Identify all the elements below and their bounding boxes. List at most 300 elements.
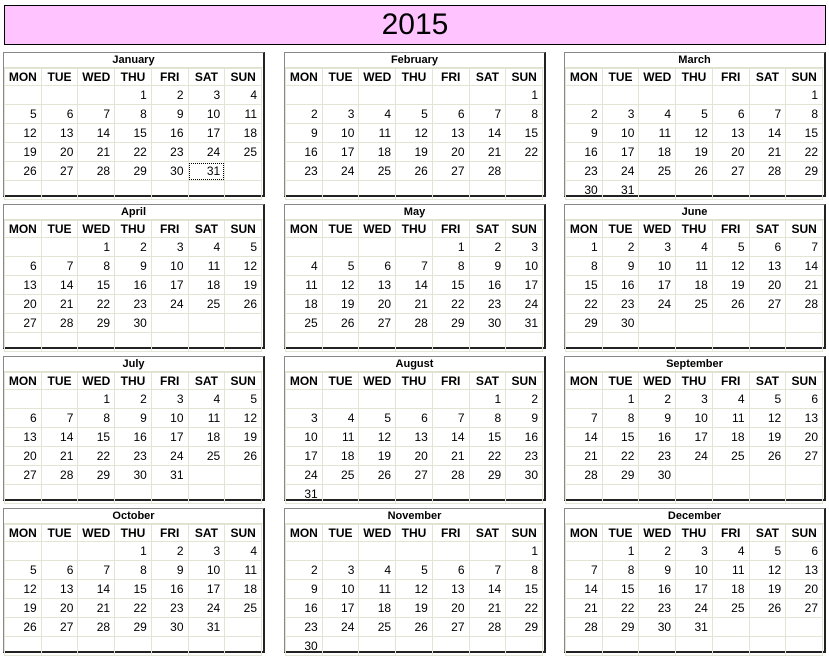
day-cell: 13: [749, 257, 786, 276]
weekday-header: SAT: [188, 373, 225, 390]
day-cell: [469, 333, 506, 352]
day-cell: 2: [639, 542, 676, 561]
day-cell: 10: [676, 409, 713, 428]
weekday-header: TUE: [41, 525, 78, 542]
week-row: [286, 409, 543, 428]
day-cell: [41, 485, 78, 504]
day-cell: 28: [396, 314, 433, 333]
weekday-header: FRI: [151, 221, 188, 238]
day-cell: 18: [359, 599, 396, 618]
day-cell: 12: [712, 257, 749, 276]
month-grid: [4, 220, 262, 352]
day-cell: 20: [359, 295, 396, 314]
day-cell: [602, 333, 639, 352]
year-title: 2015: [4, 5, 826, 45]
day-cell: 13: [41, 580, 78, 599]
day-cell: [115, 637, 152, 656]
day-cell: 19: [712, 276, 749, 295]
week-row: [566, 181, 823, 200]
day-cell: 17: [188, 124, 225, 143]
week-row: [5, 314, 262, 333]
day-cell: 12: [749, 561, 786, 580]
day-cell: 8: [469, 409, 506, 428]
day-cell: 19: [676, 143, 713, 162]
month-grid: [565, 524, 823, 656]
day-cell: 27: [359, 314, 396, 333]
day-cell: 24: [676, 447, 713, 466]
day-cell: 30: [566, 181, 603, 200]
day-cell: [359, 637, 396, 656]
day-cell: 19: [322, 295, 359, 314]
day-cell: [5, 485, 42, 504]
day-cell: [322, 86, 359, 105]
day-cell: 17: [151, 276, 188, 295]
week-row: [5, 409, 262, 428]
day-cell: [41, 238, 78, 257]
day-cell: [225, 314, 262, 333]
weekday-header: FRI: [712, 373, 749, 390]
day-cell: 1: [786, 86, 823, 105]
day-cell: [566, 542, 603, 561]
week-row: [5, 466, 262, 485]
day-cell: 29: [506, 618, 543, 637]
day-cell: 16: [639, 428, 676, 447]
day-cell: 23: [639, 447, 676, 466]
day-cell: 6: [41, 105, 78, 124]
weekday-header: SUN: [506, 373, 543, 390]
day-cell: [639, 86, 676, 105]
day-cell: 28: [41, 314, 78, 333]
day-cell: 10: [188, 561, 225, 580]
day-cell: 21: [566, 599, 603, 618]
weekday-header: FRI: [432, 525, 469, 542]
day-cell: 27: [749, 295, 786, 314]
week-row: [286, 295, 543, 314]
weekday-header: SAT: [749, 69, 786, 86]
day-cell: 2: [286, 561, 323, 580]
day-cell: 20: [712, 143, 749, 162]
day-cell: [396, 390, 433, 409]
day-cell: 14: [566, 428, 603, 447]
weekday-header: THU: [676, 221, 713, 238]
day-cell: 25: [359, 162, 396, 181]
day-cell: 19: [5, 143, 42, 162]
day-cell: 21: [469, 143, 506, 162]
day-cell: [115, 181, 152, 200]
weekday-header: SUN: [225, 221, 262, 238]
day-cell: [786, 637, 823, 656]
day-cell: 26: [749, 447, 786, 466]
day-cell: 2: [286, 105, 323, 124]
day-cell: 10: [322, 580, 359, 599]
day-cell: [225, 333, 262, 352]
day-cell: 8: [566, 257, 603, 276]
day-cell: 14: [469, 124, 506, 143]
day-cell: 26: [225, 447, 262, 466]
day-cell: 8: [115, 105, 152, 124]
day-cell: 13: [786, 561, 823, 580]
weekday-header: THU: [676, 373, 713, 390]
day-cell: 5: [749, 542, 786, 561]
weekday-header: WED: [78, 525, 115, 542]
day-cell: 24: [151, 295, 188, 314]
day-cell: 15: [432, 276, 469, 295]
day-cell: 1: [506, 542, 543, 561]
weekday-header: WED: [359, 373, 396, 390]
weekday-header: TUE: [602, 373, 639, 390]
day-cell: 11: [286, 276, 323, 295]
day-cell: [749, 618, 786, 637]
day-cell: 30: [639, 618, 676, 637]
day-cell: 15: [469, 428, 506, 447]
day-cell: 11: [359, 124, 396, 143]
day-cell: 1: [115, 542, 152, 561]
weekday-header-row: [286, 525, 543, 542]
day-cell: 11: [639, 124, 676, 143]
day-cell: 6: [41, 561, 78, 580]
day-cell: 19: [225, 276, 262, 295]
day-cell: [566, 86, 603, 105]
day-cell: 25: [225, 599, 262, 618]
weekday-header: THU: [115, 525, 152, 542]
day-cell: [151, 314, 188, 333]
day-cell: 18: [676, 276, 713, 295]
month-grid: [285, 68, 543, 200]
day-cell: [5, 637, 42, 656]
day-cell: 22: [602, 599, 639, 618]
day-cell: 6: [786, 390, 823, 409]
day-cell: 25: [322, 466, 359, 485]
day-cell: 9: [469, 257, 506, 276]
day-cell: 26: [396, 162, 433, 181]
weekday-header: SUN: [506, 221, 543, 238]
day-cell: 11: [359, 580, 396, 599]
day-cell: 16: [115, 276, 152, 295]
week-row: [5, 599, 262, 618]
week-row: [286, 162, 543, 181]
day-cell: 29: [78, 314, 115, 333]
day-cell: [5, 333, 42, 352]
week-row: [5, 257, 262, 276]
day-cell: 26: [396, 618, 433, 637]
day-cell: 7: [41, 257, 78, 276]
day-cell: 6: [432, 561, 469, 580]
week-row: [5, 276, 262, 295]
day-cell: [188, 466, 225, 485]
day-cell: [41, 181, 78, 200]
day-cell: [286, 181, 323, 200]
day-cell: 11: [322, 428, 359, 447]
day-cell: [396, 637, 433, 656]
weekday-header: WED: [639, 525, 676, 542]
day-cell: 24: [602, 162, 639, 181]
month-grid: [285, 220, 543, 352]
day-cell: 6: [5, 409, 42, 428]
month-grid: [285, 372, 543, 504]
day-cell: [41, 390, 78, 409]
day-cell: 3: [602, 105, 639, 124]
weekday-header: SUN: [786, 221, 823, 238]
month-panel-september: [564, 356, 826, 501]
week-row: [286, 333, 543, 352]
day-cell: 23: [506, 447, 543, 466]
day-cell: [322, 542, 359, 561]
day-cell: 1: [469, 390, 506, 409]
day-cell: 28: [469, 618, 506, 637]
weekday-header: THU: [676, 69, 713, 86]
day-cell: 23: [639, 599, 676, 618]
month-name: August: [285, 357, 544, 372]
day-cell: 27: [41, 162, 78, 181]
month-grid: [565, 68, 823, 200]
weekday-header: THU: [115, 373, 152, 390]
weekday-header: SUN: [506, 525, 543, 542]
day-cell: [188, 314, 225, 333]
day-cell: 17: [602, 143, 639, 162]
day-cell: 5: [322, 257, 359, 276]
day-cell: 1: [506, 86, 543, 105]
day-cell: 14: [78, 124, 115, 143]
day-cell: 18: [225, 580, 262, 599]
weekday-header: THU: [396, 69, 433, 86]
week-row: [566, 295, 823, 314]
week-row: [566, 390, 823, 409]
day-cell: [322, 238, 359, 257]
day-cell: 2: [566, 105, 603, 124]
day-cell: 14: [469, 580, 506, 599]
weekday-header: SAT: [469, 525, 506, 542]
day-cell: 24: [676, 599, 713, 618]
week-row: [566, 238, 823, 257]
day-cell: 22: [602, 447, 639, 466]
weekday-header: WED: [359, 69, 396, 86]
day-cell: 27: [5, 466, 42, 485]
week-row: [566, 105, 823, 124]
day-cell: 13: [712, 124, 749, 143]
day-cell: 11: [188, 257, 225, 276]
day-cell: [432, 390, 469, 409]
month-panel-march: [564, 52, 826, 197]
weekday-header: FRI: [432, 69, 469, 86]
day-cell: [432, 542, 469, 561]
weekday-header: THU: [115, 69, 152, 86]
day-cell: 9: [566, 124, 603, 143]
day-cell: 11: [225, 561, 262, 580]
weekday-header: MON: [566, 221, 603, 238]
day-cell: 8: [786, 105, 823, 124]
day-cell: [396, 181, 433, 200]
week-row: [5, 637, 262, 656]
day-cell: 6: [712, 105, 749, 124]
day-cell: [5, 390, 42, 409]
day-cell: 16: [469, 276, 506, 295]
month-panel-december: [564, 508, 826, 653]
day-cell: 20: [432, 143, 469, 162]
day-cell: [676, 466, 713, 485]
day-cell: 7: [786, 238, 823, 257]
day-cell: [322, 333, 359, 352]
day-cell: [41, 86, 78, 105]
day-cell: 1: [78, 238, 115, 257]
week-row: [286, 447, 543, 466]
day-cell: 18: [639, 143, 676, 162]
weekday-header: SAT: [188, 525, 225, 542]
weekday-header: SAT: [749, 221, 786, 238]
week-row: [286, 466, 543, 485]
week-row: [5, 447, 262, 466]
day-cell: 24: [151, 447, 188, 466]
day-cell: 25: [188, 295, 225, 314]
day-cell: [506, 637, 543, 656]
day-cell: [676, 485, 713, 504]
weekday-header: WED: [639, 373, 676, 390]
day-cell: [786, 466, 823, 485]
day-cell: 22: [432, 295, 469, 314]
month-grid: [285, 524, 543, 656]
day-cell: [566, 637, 603, 656]
week-row: [286, 485, 543, 504]
weekday-header: SUN: [225, 69, 262, 86]
weekday-header: MON: [566, 373, 603, 390]
day-cell: [225, 637, 262, 656]
day-cell: 3: [188, 86, 225, 105]
day-cell: 13: [432, 580, 469, 599]
day-cell: 18: [712, 580, 749, 599]
month-name: March: [565, 53, 824, 68]
day-cell: [712, 314, 749, 333]
day-cell: 28: [566, 466, 603, 485]
weekday-header: MON: [5, 221, 42, 238]
day-cell: [286, 86, 323, 105]
week-row: [5, 162, 262, 181]
day-cell: 8: [432, 257, 469, 276]
day-cell: 8: [602, 409, 639, 428]
month-grid: [565, 220, 823, 352]
week-row: [566, 485, 823, 504]
day-cell: 1: [78, 390, 115, 409]
day-cell: [286, 238, 323, 257]
day-cell: 29: [432, 314, 469, 333]
day-cell: 18: [225, 124, 262, 143]
week-row: [566, 257, 823, 276]
day-cell: 22: [786, 143, 823, 162]
day-cell: 12: [5, 580, 42, 599]
day-cell: 25: [639, 162, 676, 181]
weekday-header: TUE: [322, 373, 359, 390]
day-cell: 24: [188, 143, 225, 162]
day-cell: 18: [712, 428, 749, 447]
weekday-header: WED: [78, 373, 115, 390]
day-cell: 21: [749, 143, 786, 162]
day-cell: 2: [115, 390, 152, 409]
week-row: [5, 86, 262, 105]
day-cell: [151, 333, 188, 352]
day-cell: 11: [225, 105, 262, 124]
day-cell: [78, 637, 115, 656]
day-cell: 24: [639, 295, 676, 314]
day-cell: 6: [5, 257, 42, 276]
day-cell: 14: [41, 428, 78, 447]
weekday-header: WED: [78, 221, 115, 238]
day-cell: 24: [506, 295, 543, 314]
day-cell: [432, 485, 469, 504]
day-cell: [469, 637, 506, 656]
day-cell: 3: [676, 390, 713, 409]
day-cell: 20: [5, 447, 42, 466]
day-cell: [786, 618, 823, 637]
day-cell: 20: [432, 599, 469, 618]
day-cell: 31: [188, 618, 225, 637]
day-cell: 30: [286, 637, 323, 656]
day-cell: [712, 181, 749, 200]
day-cell: 7: [41, 409, 78, 428]
day-cell: 15: [786, 124, 823, 143]
weekday-header-row: [286, 69, 543, 86]
day-cell: 2: [639, 390, 676, 409]
week-row: [286, 314, 543, 333]
day-cell: 24: [322, 618, 359, 637]
day-cell: [639, 314, 676, 333]
week-row: [566, 409, 823, 428]
day-cell: 21: [786, 276, 823, 295]
day-cell: [151, 637, 188, 656]
weekday-header: SUN: [786, 373, 823, 390]
day-cell: [712, 618, 749, 637]
month-name: November: [285, 509, 544, 524]
day-cell: 17: [506, 276, 543, 295]
day-cell: 7: [566, 409, 603, 428]
day-cell: 29: [566, 314, 603, 333]
day-cell: [359, 86, 396, 105]
week-row: [566, 314, 823, 333]
day-cell: 31: [151, 466, 188, 485]
day-cell: 10: [506, 257, 543, 276]
day-cell: [749, 485, 786, 504]
month-name: May: [285, 205, 544, 220]
day-cell: 5: [712, 238, 749, 257]
day-cell: 15: [602, 428, 639, 447]
day-cell: [78, 542, 115, 561]
weekday-header: WED: [639, 221, 676, 238]
day-cell: 17: [676, 428, 713, 447]
day-cell: [786, 181, 823, 200]
day-cell: 17: [322, 599, 359, 618]
day-cell: [639, 485, 676, 504]
day-cell: [41, 333, 78, 352]
month-name: June: [565, 205, 824, 220]
day-cell: 15: [506, 580, 543, 599]
weekday-header: SAT: [469, 221, 506, 238]
week-row: [5, 124, 262, 143]
weekday-header: FRI: [151, 69, 188, 86]
day-cell: [749, 333, 786, 352]
day-cell: 1: [432, 238, 469, 257]
month-panel-june: [564, 204, 826, 349]
day-cell: [396, 485, 433, 504]
month-panel-january: [3, 52, 265, 197]
day-cell: [115, 333, 152, 352]
day-cell: 22: [469, 447, 506, 466]
day-cell: 28: [786, 295, 823, 314]
day-cell: 13: [359, 276, 396, 295]
day-cell: [749, 181, 786, 200]
day-cell: 25: [676, 295, 713, 314]
month-name: September: [565, 357, 824, 372]
day-cell: 26: [712, 295, 749, 314]
day-cell: 30: [602, 314, 639, 333]
day-cell: 4: [322, 409, 359, 428]
weekday-header-row: [286, 373, 543, 390]
